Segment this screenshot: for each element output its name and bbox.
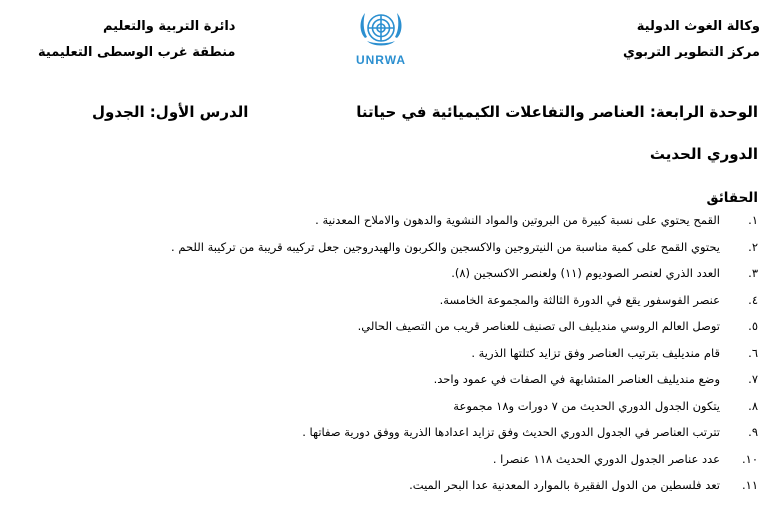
item-text: قام منديليف بترتيب العناصر وفق تزايد كتلتها الذرية . <box>471 345 720 360</box>
list-item <box>18 425 758 452</box>
header-left <box>38 14 235 66</box>
list-item <box>18 266 758 293</box>
lesson-title-continuation: الدوري الحديث <box>649 145 758 163</box>
item-number: ٣. <box>748 266 758 280</box>
logo-text: UNRWA <box>355 53 407 67</box>
item-number: ١. <box>748 213 758 227</box>
item-number: ٤. <box>748 292 758 307</box>
list-item <box>18 399 758 426</box>
unrwa-logo <box>326 8 436 70</box>
list-item <box>18 372 758 399</box>
unit-title: الوحدة الرابعة: العناصر والتفاعلات الكيميائية في حياتنا <box>356 103 758 121</box>
list-item <box>18 452 758 479</box>
section-title: الحقائق <box>706 190 758 206</box>
list-item <box>18 240 758 267</box>
item-number: ٥. <box>748 319 758 333</box>
item-text: وضع منديليف العناصر المتشابهة في الصفات في عمود واحد. <box>433 372 720 386</box>
item-number: ١٠. <box>741 451 758 466</box>
list-item <box>18 319 758 346</box>
region-name: منطقة غرب الوسطى التعليمية <box>38 45 236 60</box>
list-item <box>18 346 758 373</box>
item-number: ٩. <box>748 425 758 439</box>
item-text: توصل العالم الروسي منديليف الى تصنيف للعناصر قريب من التصيف الحالي. <box>357 319 720 333</box>
item-number: ٢. <box>748 239 758 254</box>
facts-list <box>18 213 758 505</box>
lesson-title: الدرس الأول: الجدول <box>92 103 249 121</box>
item-text: عنصر الفوسفور يقع في الدورة الثالثة والمجموعة الخامسة. <box>439 292 720 307</box>
item-number: ٧. <box>748 372 758 386</box>
agency-name: وكالة الغوث الدولية <box>636 19 760 34</box>
item-number: ١١. <box>741 478 758 492</box>
list-item <box>18 478 758 505</box>
center-name: مركز التطوير التربوي <box>623 45 760 60</box>
item-text: العدد الذري لعنصر الصوديوم (١١) ولعنصر الاكسجين (٨). <box>451 266 720 280</box>
list-item <box>18 293 758 320</box>
header-right <box>623 14 760 66</box>
department-name: دائرة التربية والتعليم <box>102 19 236 34</box>
item-text: تعد فلسطين من الدول الفقيرة بالموارد المعدنية عدا البحر الميت. <box>409 478 720 492</box>
item-text: القمح يحتوي على نسبة كبيرة من البروتين والمواد النشوية والدهون والاملاح المعدنية . <box>315 213 720 227</box>
item-number: ٦. <box>748 345 758 360</box>
item-text: تترتب العناصر في الجدول الدوري الحديث وفق تزايد اعدادها الذرية ووفق دورية صفاتها . <box>302 425 720 439</box>
list-item <box>18 213 758 240</box>
item-text: يحتوي القمح على كمية مناسبة من النيتروجين والاكسجين والكربون والهيدروجين جعل تركيبه قريبة من تركيبة اللحم . <box>171 239 720 254</box>
item-text: عدد عناصر الجدول الدوري الحديث ١١٨ عنصرا . <box>492 451 720 466</box>
un-emblem-icon <box>355 8 407 52</box>
item-text: يتكون الجدول الدوري الحديث من ٧ دورات و١٨ مجموعة <box>453 398 720 413</box>
item-number: ٨. <box>748 398 758 413</box>
